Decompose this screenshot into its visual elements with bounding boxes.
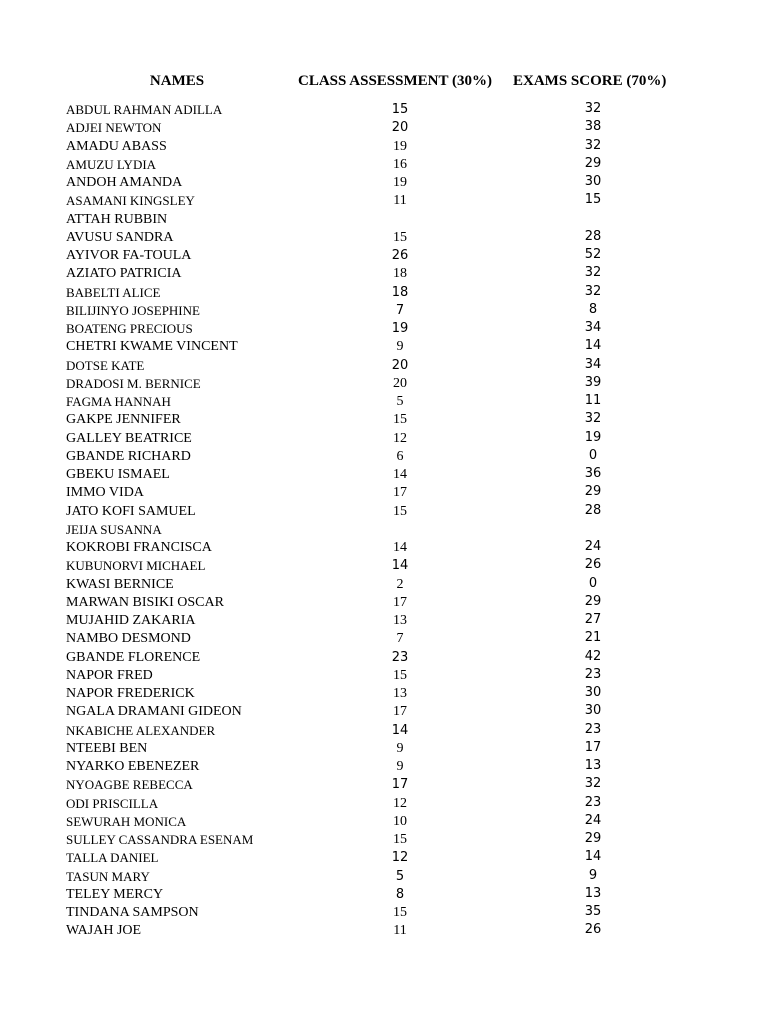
- class-assessment-cell: 14: [393, 467, 407, 482]
- student-name-cell: NAPOR FREDERICK: [66, 686, 195, 701]
- class-assessment-cell: 15: [393, 229, 407, 245]
- names-column-header: NAMES: [149, 73, 205, 89]
- student-name-cell: DOTSE KATE: [66, 357, 145, 373]
- class-assessment-cell: 15: [393, 832, 407, 847]
- class-assessment-cell: 11: [393, 923, 407, 939]
- table-row: [0, 100, 768, 118]
- exams-score-cell: 32: [584, 283, 602, 299]
- table-row: [0, 867, 768, 885]
- class-assessment-cell: 14: [391, 722, 409, 738]
- class-assessment-cell: 19: [393, 175, 407, 190]
- class-assessment-cell: 13: [393, 613, 407, 628]
- student-name-cell: TALLA DANIEL: [66, 850, 159, 866]
- exams-score-cell: 34: [584, 320, 602, 335]
- exams-score-cell: 19: [584, 429, 602, 445]
- student-name-cell: NAMBO DESMOND: [66, 631, 191, 647]
- table-row: [0, 228, 768, 246]
- student-name-cell: CHETRI KWAME VINCENT: [66, 339, 238, 355]
- table-row: [0, 264, 768, 282]
- table-row: [0, 775, 768, 793]
- table-row: [0, 648, 768, 666]
- student-name-cell: KUBUNORVI MICHAEL: [66, 558, 206, 574]
- table-row: [0, 410, 768, 428]
- exams-score-cell: 13: [584, 885, 602, 901]
- student-name-cell: SULLEY CASSANDRA ESENAM: [66, 832, 254, 847]
- class-assessment-cell: 7: [396, 631, 404, 647]
- student-name-cell: NGALA DRAMANI GIDEON: [66, 704, 242, 720]
- exams-score-cell: 52: [584, 247, 602, 262]
- table-row: [0, 118, 768, 136]
- class-assessment-cell: 19: [393, 138, 407, 154]
- class-assessment-cell: 18: [393, 266, 407, 282]
- exams-score-cell: 29: [584, 831, 602, 846]
- class-assessment-cell: 12: [393, 795, 407, 811]
- student-name-cell: NKABICHE ALEXANDER: [66, 722, 216, 738]
- exams-score-cell: 11: [584, 393, 602, 408]
- table-header: [0, 73, 768, 95]
- class-assessment-cell: 15: [391, 102, 409, 117]
- student-name-cell: AYIVOR FA-TOULA: [66, 248, 192, 263]
- student-name-cell: BABELTI ALICE: [66, 284, 161, 300]
- table-row: [0, 538, 768, 556]
- class-assessment-cell: 15: [393, 667, 407, 683]
- table-row: [0, 593, 768, 611]
- exams-score-cell: 32: [584, 265, 602, 281]
- table-row: [0, 447, 768, 465]
- table-row: [0, 830, 768, 848]
- table-row: [0, 903, 768, 921]
- student-name-cell: KOKROBI FRANCISCA: [66, 540, 212, 555]
- class-assessment-cell: 15: [393, 412, 407, 428]
- student-name-cell: AVUSU SANDRA: [66, 229, 174, 245]
- table-row: [0, 794, 768, 812]
- exams-score-cell: 8: [588, 301, 598, 317]
- student-name-cell: TELEY MERCY: [66, 886, 164, 902]
- class-assessment-cell: 8: [395, 886, 405, 902]
- exams-score-cell: 26: [584, 557, 602, 573]
- class-assessment-cell: 15: [393, 905, 407, 920]
- table-row: [0, 483, 768, 501]
- student-name-cell: MARWAN BISIKI OSCAR: [66, 594, 224, 610]
- class-assessment-cell: 13: [393, 686, 407, 701]
- class-assessment-cell: 7: [395, 302, 405, 318]
- student-name-cell: JEIJA SUSANNA: [66, 521, 162, 537]
- student-name-cell: TINDANA SAMPSON: [66, 905, 199, 920]
- student-name-cell: NAPOR FRED: [66, 667, 153, 683]
- student-name-cell: TASUN MARY: [66, 868, 150, 884]
- exams-score-cell: 38: [584, 119, 602, 135]
- table-row: [0, 702, 768, 720]
- student-name-cell: JATO KOFI SAMUEL: [66, 503, 196, 519]
- table-row: [0, 191, 768, 209]
- student-name-cell: GBEKU ISMAEL: [66, 467, 170, 482]
- exams-score-column-header: EXAMS SCORE (70%): [513, 73, 667, 89]
- student-name-cell: WAJAH JOE: [66, 923, 142, 939]
- student-name-cell: MUJAHID ZAKARIA: [66, 613, 196, 628]
- exams-score-cell: 34: [584, 356, 602, 372]
- class-assessment-cell: 12: [391, 850, 409, 866]
- student-name-cell: GBANDE FLORENCE: [66, 649, 201, 665]
- exams-score-cell: 27: [584, 612, 602, 627]
- exams-score-cell: 21: [584, 630, 602, 646]
- class-assessment-cell: 26: [391, 248, 409, 263]
- exams-score-cell: 0: [588, 575, 598, 591]
- class-assessment-cell: 17: [391, 777, 409, 793]
- class-assessment-cell: 20: [393, 375, 407, 391]
- table-row: [0, 721, 768, 739]
- class-assessment-cell: 9: [396, 339, 404, 355]
- student-name-cell: BILIJINYO JOSEPHINE: [66, 302, 200, 318]
- table-row: [0, 885, 768, 903]
- class-assessment-cell: 16: [393, 156, 407, 172]
- student-rows: [0, 100, 768, 940]
- table-row: [0, 155, 768, 173]
- class-assessment-cell: 2: [396, 576, 404, 592]
- table-row: [0, 921, 768, 939]
- exams-score-cell: 32: [584, 776, 602, 792]
- exams-score-cell: 30: [584, 174, 602, 189]
- class-assessment-cell: 17: [393, 594, 407, 610]
- table-row: [0, 210, 768, 228]
- class-assessment-cell: 15: [393, 503, 407, 519]
- table-row: [0, 666, 768, 684]
- student-name-cell: KWASI BERNICE: [66, 576, 174, 592]
- exams-score-cell: 9: [588, 867, 598, 883]
- student-name-cell: NTEEBI BEN: [66, 740, 148, 756]
- exams-score-cell: 30: [584, 685, 602, 700]
- exams-score-cell: 23: [584, 666, 602, 682]
- exams-score-cell: 36: [584, 466, 602, 481]
- class-assessment-cell: 20: [391, 357, 409, 373]
- class-assessment-cell: 17: [393, 704, 407, 720]
- exams-score-cell: 28: [584, 228, 602, 244]
- exams-score-cell: 28: [584, 502, 602, 518]
- exams-score-cell: 24: [584, 539, 602, 554]
- student-name-cell: BOATENG PRECIOUS: [66, 321, 193, 336]
- class-assessment-cell: 14: [393, 540, 407, 555]
- table-row: [0, 575, 768, 593]
- table-row: [0, 246, 768, 264]
- exams-score-cell: 32: [584, 411, 602, 427]
- exams-score-cell: 26: [584, 922, 602, 938]
- exams-score-cell: 29: [584, 155, 602, 171]
- table-row: [0, 337, 768, 355]
- exams-score-cell: 23: [584, 721, 602, 737]
- exams-score-cell: 0: [588, 447, 598, 463]
- exams-score-cell: 39: [584, 374, 602, 390]
- class-assessment-cell: 6: [396, 448, 404, 464]
- student-name-cell: SEWURAH MONICA: [66, 813, 187, 829]
- class-assessment-cell: 10: [393, 813, 407, 829]
- exams-score-cell: 14: [584, 849, 602, 865]
- table-row: [0, 356, 768, 374]
- table-row: [0, 611, 768, 629]
- class-assessment-cell: 5: [395, 868, 405, 884]
- exams-score-cell: 15: [584, 192, 602, 208]
- student-name-cell: GAKPE JENNIFER: [66, 412, 181, 428]
- table-row: [0, 502, 768, 520]
- student-name-cell: NYOAGBE REBECCA: [66, 777, 193, 793]
- table-row: [0, 520, 768, 538]
- student-name-cell: AZIATO PATRICIA: [66, 266, 182, 282]
- table-row: [0, 374, 768, 392]
- student-name-cell: ABDUL RAHMAN ADILLA: [66, 102, 223, 117]
- class-assessment-cell: 20: [391, 120, 409, 136]
- table-row: [0, 301, 768, 319]
- exams-score-cell: 32: [584, 137, 602, 153]
- table-row: [0, 848, 768, 866]
- student-name-cell: DRADOSI M. BERNICE: [66, 375, 201, 391]
- student-name-cell: AMUZU LYDIA: [66, 156, 157, 172]
- student-name-cell: IMMO VIDA: [66, 485, 144, 501]
- student-name-cell: ATTAH RUBBIN: [66, 211, 168, 227]
- exams-score-cell: 30: [584, 703, 602, 719]
- class-assessment-cell: 17: [393, 485, 407, 501]
- exams-score-cell: 32: [584, 101, 602, 116]
- exams-score-cell: 23: [584, 794, 602, 810]
- student-name-cell: AMADU ABASS: [66, 138, 167, 154]
- exams-score-cell: 29: [584, 593, 602, 609]
- exams-score-cell: 35: [584, 904, 602, 919]
- table-row: [0, 684, 768, 702]
- table-row: [0, 173, 768, 191]
- table-row: [0, 757, 768, 775]
- student-name-cell: FAGMA HANNAH: [66, 394, 171, 409]
- class-assessment-cell: 14: [391, 558, 409, 574]
- student-name-cell: GBANDE RICHARD: [66, 448, 191, 464]
- class-assessment-column-header: CLASS ASSESSMENT (30%): [298, 73, 492, 89]
- table-row: [0, 137, 768, 155]
- table-row: [0, 465, 768, 483]
- class-assessment-cell: 9: [396, 740, 404, 756]
- student-name-cell: GALLEY BEATRICE: [66, 430, 192, 446]
- exams-score-cell: 29: [584, 484, 602, 500]
- table-row: [0, 429, 768, 447]
- table-row: [0, 812, 768, 830]
- exams-score-cell: 13: [584, 758, 602, 773]
- class-assessment-cell: 18: [391, 284, 409, 300]
- exams-score-cell: 42: [584, 648, 602, 664]
- exams-score-cell: 17: [584, 739, 602, 755]
- table-row: [0, 556, 768, 574]
- student-name-cell: ODI PRISCILLA: [66, 795, 159, 811]
- table-row: [0, 629, 768, 647]
- exams-score-cell: 24: [584, 812, 602, 828]
- class-assessment-cell: 11: [393, 193, 407, 209]
- class-assessment-cell: 12: [393, 430, 407, 446]
- table-row: [0, 392, 768, 410]
- student-name-cell: ASAMANI KINGSLEY: [66, 193, 195, 209]
- table-row: [0, 283, 768, 301]
- table-row: [0, 739, 768, 757]
- class-assessment-cell: 19: [391, 321, 409, 336]
- class-assessment-cell: 5: [396, 394, 404, 409]
- student-name-cell: ADJEI NEWTON: [66, 120, 162, 136]
- class-assessment-cell: 23: [391, 649, 409, 665]
- student-name-cell: ANDOH AMANDA: [66, 175, 183, 190]
- student-name-cell: NYARKO EBENEZER: [66, 759, 200, 774]
- class-assessment-cell: 9: [396, 759, 404, 774]
- exams-score-cell: 14: [584, 338, 602, 354]
- table-row: [0, 319, 768, 337]
